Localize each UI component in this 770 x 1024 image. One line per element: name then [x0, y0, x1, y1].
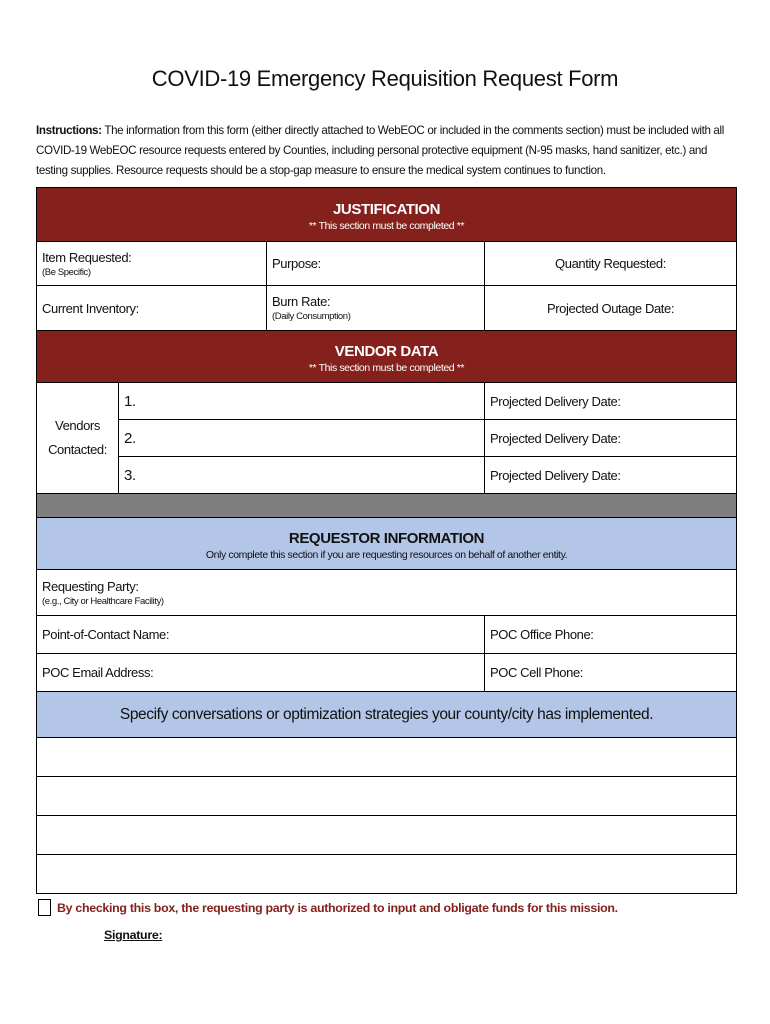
vendor-2-delivery-date-field[interactable] — [485, 420, 737, 457]
vendor-3-delivery-date-label: Projected Delivery Date: — [490, 467, 621, 483]
vendor-2-field[interactable] — [119, 420, 485, 457]
authorization-row — [38, 899, 738, 917]
strategies-line-1[interactable] — [37, 738, 737, 777]
poc-name-label: Point-of-Contact Name: — [42, 627, 170, 642]
poc-office-phone-label: POC Office Phone: — [490, 627, 594, 642]
vendor-3-field[interactable] — [119, 457, 485, 494]
quantity-requested-field[interactable] — [485, 242, 737, 286]
vendor-data-header — [37, 331, 737, 383]
requesting-party-note: (e.g., City or Healthcare Facility) — [42, 595, 164, 607]
signature-label: Signature: — [104, 928, 163, 942]
poc-email-field[interactable] — [37, 654, 485, 692]
item-requested-label: Item Requested: — [42, 249, 132, 265]
poc-office-phone-field[interactable] — [485, 616, 737, 654]
current-inventory-field[interactable] — [37, 286, 267, 331]
vendor-2-number: 2. — [124, 429, 136, 447]
burn-rate-label: Burn Rate: — [272, 294, 331, 309]
vendor-1-delivery-date-field[interactable] — [485, 383, 737, 420]
vendor-1-field[interactable] — [119, 383, 485, 420]
instructions-text: The information from this form (either directly attached to WebEOC or included in the comments section) must be included with all COVID-19 WebEOC resource requests entered by Counties, including personal protective equipment (N-95 masks, hand sanitizer, etc.) and testing supplies. Resource requests should be a stop-gap measure to ensure the medical system continues to function. — [36, 124, 724, 177]
vendors-contacted-label: Vendors Contacted: — [37, 383, 119, 494]
justification-header — [37, 188, 737, 242]
instructions — [36, 121, 736, 181]
poc-cell-phone-label: POC Cell Phone: — [490, 665, 583, 680]
authorization-checkbox[interactable] — [38, 899, 51, 916]
vendor-1-number: 1. — [124, 392, 136, 410]
item-requested-note: (Be Specific) — [42, 266, 91, 278]
requesting-party-field[interactable] — [37, 570, 737, 616]
projected-outage-date-field[interactable] — [485, 286, 737, 331]
requestor-information-subtitle: Only complete this section if you are requesting resources on behalf of another entity. — [205, 548, 568, 561]
form-title: COVID-19 Emergency Requisition Request Form — [151, 66, 619, 91]
poc-cell-phone-field[interactable] — [485, 654, 737, 692]
requisition-form-table — [36, 187, 737, 894]
projected-outage-date-label: Projected Outage Date: — [546, 300, 675, 316]
requesting-party-label: Requesting Party: — [42, 578, 139, 594]
poc-name-field[interactable] — [37, 616, 485, 654]
requestor-information-title: REQUESTOR INFORMATION — [288, 529, 485, 547]
justification-subtitle: ** This section must be completed ** — [308, 220, 465, 232]
strategies-line-4[interactable] — [37, 855, 737, 894]
section-divider — [37, 494, 737, 518]
quantity-requested-label: Quantity Requested: — [555, 256, 666, 271]
item-requested-field[interactable] — [37, 242, 267, 286]
vendor-data-title: VENDOR DATA — [334, 343, 439, 360]
purpose-label: Purpose: — [272, 256, 321, 271]
instructions-label: Instructions: — [36, 124, 102, 137]
burn-rate-note: (Daily Consumption) — [272, 311, 351, 322]
strategies-header: Specify conversations or optimization strategies your county/city has implemented. — [37, 692, 737, 738]
burn-rate-field[interactable] — [267, 286, 485, 331]
vendor-3-delivery-date-field[interactable] — [485, 457, 737, 494]
strategies-line-2[interactable] — [37, 777, 737, 816]
poc-email-label: POC Email Address: — [42, 665, 154, 680]
purpose-field[interactable] — [267, 242, 485, 286]
requestor-information-header — [37, 518, 737, 570]
authorization-text: By checking this box, the requesting party is authorized to input and obligate funds for this mission. — [57, 900, 618, 915]
vendor-data-subtitle: ** This section must be completed ** — [308, 362, 465, 374]
vendor-2-delivery-date-label: Projected Delivery Date: — [490, 430, 621, 446]
vendor-3-number: 3. — [124, 466, 136, 484]
current-inventory-label: Current Inventory: — [42, 300, 139, 316]
vendor-1-delivery-date-label: Projected Delivery Date: — [490, 393, 621, 409]
justification-title: JUSTIFICATION — [332, 201, 441, 218]
strategies-line-3[interactable] — [37, 816, 737, 855]
